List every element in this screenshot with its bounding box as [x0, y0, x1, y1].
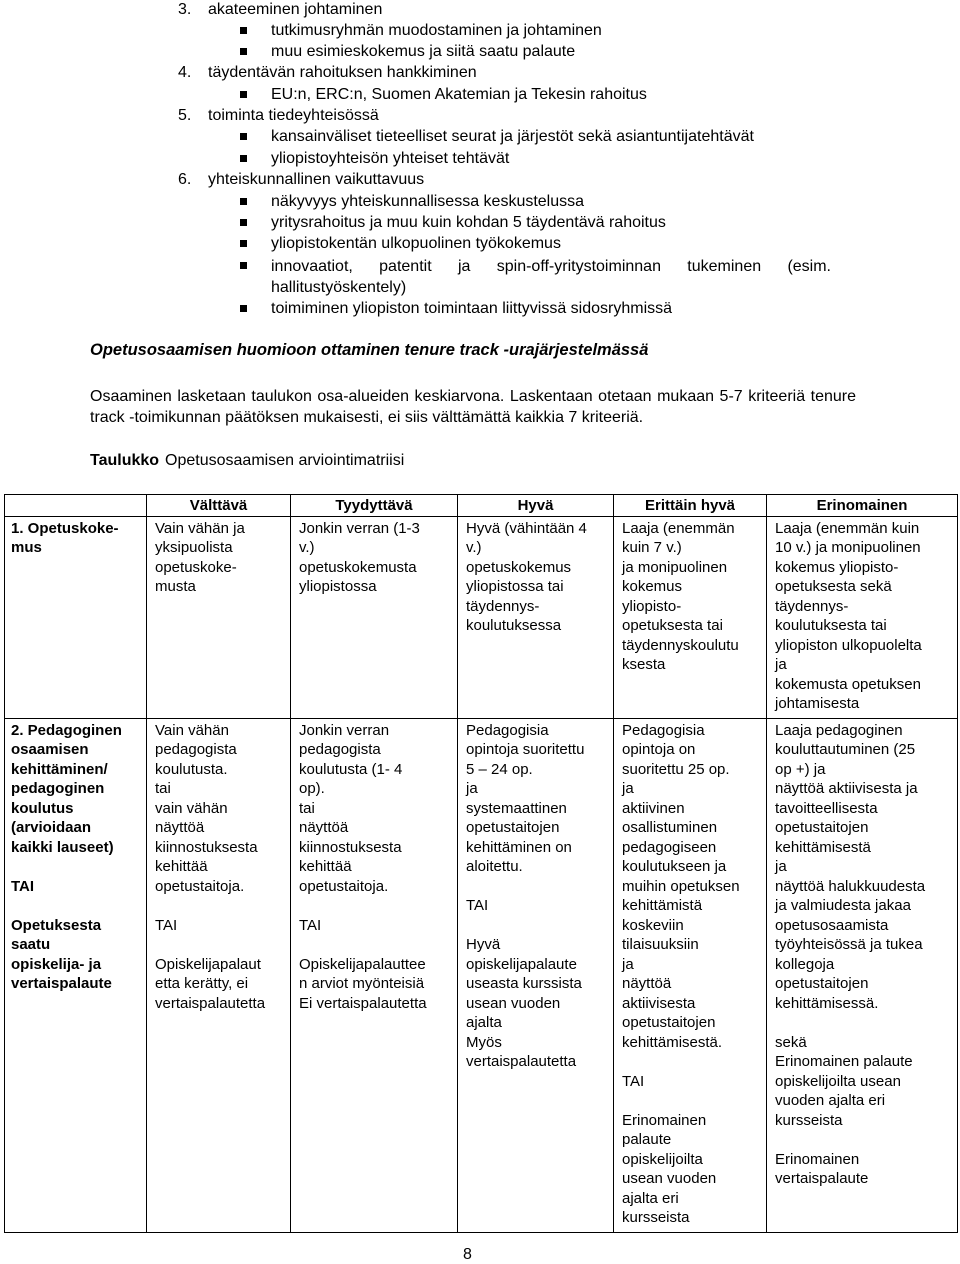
- cell-line: osaamisen: [11, 741, 89, 758]
- cell-line: usean vuoden: [622, 1170, 717, 1187]
- cell-line: koulutus: [11, 799, 74, 817]
- cell-line: [466, 877, 605, 897]
- cell-line: useasta kurssista: [466, 975, 582, 992]
- cell-line: kursseista: [622, 1209, 690, 1226]
- cell-line: musta: [155, 578, 196, 595]
- bullet-square-icon: [240, 198, 247, 205]
- cell-line: ajalta eri: [622, 1189, 679, 1207]
- cell-line: kehittää: [299, 858, 352, 875]
- cell-line: opintoja on: [622, 741, 696, 758]
- cell-line: opetuksesta sekä: [775, 578, 892, 595]
- cell-line: vuoden ajalta eri: [775, 1092, 886, 1109]
- table-row: [5, 516, 958, 718]
- cell-line: koskeviin: [622, 916, 684, 934]
- page-number: 8: [463, 1246, 472, 1263]
- cell-line: pedagoginen: [11, 780, 105, 797]
- cell-line: Opetuksesta: [11, 916, 102, 934]
- cell-line: ja: [775, 858, 787, 875]
- cell-line: 10 v.) ja monipuolinen: [775, 539, 921, 556]
- table-cell: [614, 516, 767, 718]
- cell-line: [11, 857, 138, 877]
- cell-line: kehittäminen on: [466, 838, 572, 856]
- cell-line: Jonkin verran: [299, 721, 390, 739]
- table-cell: [147, 718, 291, 1232]
- table-cell: [767, 718, 958, 1232]
- cell-line: v.): [299, 539, 315, 556]
- cell-line: usean vuoden: [466, 994, 561, 1012]
- header-cell: Erittäin hyvä: [614, 495, 767, 517]
- cell-line: v.): [466, 539, 482, 556]
- cell-line: ja: [775, 656, 787, 673]
- cell-line: 2. Pedagoginen: [11, 721, 122, 739]
- cell-line: ja: [622, 780, 634, 797]
- cell-line: kehittämisestä: [775, 838, 871, 856]
- cell-line: opiskelijoilta: [622, 1150, 703, 1168]
- cell-line: kouluttautuminen (25: [775, 741, 916, 758]
- cell-line: opetustaitojen: [775, 819, 869, 836]
- cell-line: Hyvä (vähintään 4: [466, 519, 587, 537]
- cell-line: n arviot myönteisiä: [299, 975, 425, 992]
- cell-line: Laaja (enemmän: [622, 519, 735, 537]
- cell-line: aloitettu.: [466, 858, 523, 875]
- cell-line: Opiskelijapalaut: [155, 955, 261, 973]
- cell-line: opiskelijapalaute: [466, 955, 577, 973]
- table-caption-label: Taulukko: [90, 452, 160, 469]
- cell-line: kokemusta opetuksen: [775, 675, 921, 693]
- cell-line: [299, 896, 449, 916]
- cell-line: ksesta: [622, 656, 666, 673]
- bullet-text: muu esimieskokemus ja siitä saatu palaute: [271, 43, 576, 60]
- cell-line: ajalta: [466, 1014, 502, 1031]
- cell-line: vertaispalautetta: [466, 1053, 577, 1070]
- table-cell: [614, 718, 767, 1232]
- cell-line: kursseista: [775, 1111, 843, 1129]
- cell-line: Vain vähän ja: [155, 519, 245, 537]
- cell-line: Opiskelijapalauttee: [299, 955, 426, 973]
- bullet-text: tutkimusryhmän muodostaminen ja johtaminen: [271, 22, 602, 39]
- cell-line: Erinomainen palaute: [775, 1053, 913, 1070]
- cell-line: TAI: [622, 1072, 645, 1090]
- cell-line: Jonkin verran (1-3: [299, 519, 420, 537]
- cell-line: tilaisuuksiin: [622, 936, 699, 953]
- cell-line: koulutuksessa: [466, 617, 562, 634]
- cell-line: opetustaitojen: [466, 819, 560, 836]
- row-header-cell: [5, 516, 147, 718]
- cell-line: [775, 1130, 949, 1150]
- table-cell: [291, 516, 458, 718]
- cell-line: Erinomainen: [622, 1111, 707, 1129]
- cell-line: kiinnostuksesta: [299, 838, 402, 856]
- list-item-3: [178, 0, 382, 20]
- cell-line: tai: [299, 799, 315, 817]
- cell-line: pedagogista: [155, 741, 237, 758]
- header-cell: Erinomainen: [767, 495, 958, 517]
- cell-line: suoritettu 25 op.: [622, 760, 730, 778]
- cell-line: ja monipuolinen: [622, 558, 728, 576]
- cell-line: [466, 916, 605, 936]
- cell-line: kokemus yliopisto-: [775, 558, 899, 576]
- table-row: [5, 718, 958, 1232]
- cell-line: opetusosaamista: [775, 916, 889, 934]
- cell-line: 1. Opetuskoke-: [11, 519, 119, 537]
- section-heading: Opetusosaamisen huomioon ottaminen tenure track -urajärjestelmässä: [90, 341, 649, 359]
- bullet-text: EU:n, ERC:n, Suomen Akatemian ja Tekesin rahoitus: [271, 86, 647, 103]
- cell-line: näyttöä aktiivisesta ja: [775, 780, 918, 797]
- cell-line: tai: [155, 780, 171, 797]
- cell-line: mus: [11, 539, 42, 556]
- cell-line: vain vähän: [155, 799, 228, 817]
- cell-line: aktiivisesta: [622, 994, 696, 1012]
- cell-line: työyhteisössä ja tukea: [775, 936, 923, 953]
- bullet-text: yliopistoyhteisön yhteiset tehtävät: [271, 150, 510, 167]
- table-caption-text: Opetusosaamisen arviointimatriisi: [165, 452, 405, 469]
- table-header-row: [5, 495, 958, 517]
- cell-line: Hyvä: [466, 936, 501, 953]
- cell-line: ja: [622, 955, 634, 973]
- bullet-text: yritysrahoitus ja muu kuin kohdan 5 täydentävä rahoitus: [271, 214, 666, 231]
- cell-line: Pedagogisia: [466, 721, 549, 739]
- cell-line: yksipuolista: [155, 539, 233, 556]
- table-cell: [767, 516, 958, 718]
- cell-line: pedagogiseen: [622, 838, 717, 856]
- bullet-square-icon: [240, 219, 247, 226]
- cell-line: opetustaitojen: [775, 975, 869, 992]
- cell-line: Myös: [466, 1033, 502, 1051]
- cell-line: ja: [466, 780, 478, 797]
- bullet-square-icon: [240, 91, 247, 98]
- cell-line: [622, 1091, 758, 1111]
- cell-line: vertaispalaute: [775, 1170, 869, 1187]
- cell-line: koulutusta.: [155, 760, 228, 778]
- cell-line: [11, 896, 138, 916]
- cell-line: op).: [299, 780, 325, 797]
- cell-line: koulutusta (1- 4: [299, 760, 403, 778]
- cell-line: kokemus: [622, 578, 683, 595]
- bullet-square-icon: [240, 305, 247, 312]
- cell-line: [155, 896, 282, 916]
- cell-line: opetustaitoja.: [155, 877, 245, 895]
- cell-line: johtamisesta: [775, 695, 860, 712]
- cell-line: saatu: [11, 936, 51, 953]
- cell-line: TAI: [155, 916, 178, 934]
- header-cell: Välttävä: [147, 495, 291, 517]
- list-item-6: [178, 170, 424, 190]
- list-number: 4.: [178, 64, 192, 81]
- cell-line: yliopisto-: [622, 597, 682, 615]
- cell-line: TAI: [299, 916, 322, 934]
- cell-line: yliopistossa tai: [466, 578, 564, 595]
- cell-line: TAI: [466, 897, 489, 914]
- list-item-4: [178, 63, 477, 83]
- list-label: toiminta tiedeyhteisössä: [208, 107, 379, 124]
- bullet-square-icon: [240, 48, 247, 55]
- cell-line: kaikki lauseet): [11, 838, 114, 856]
- table-cell: [147, 516, 291, 718]
- cell-line: sekä: [775, 1033, 807, 1051]
- bullet-square-icon: [240, 155, 247, 162]
- cell-line: Pedagogisia: [622, 721, 705, 739]
- row-header-cell: [5, 718, 147, 1232]
- header-cell: Hyvä: [458, 495, 614, 517]
- cell-line: op +) ja: [775, 760, 826, 778]
- list-number: 5.: [178, 107, 192, 124]
- header-cell: Tyydyttävä: [291, 495, 458, 517]
- cell-line: täydennys-: [775, 597, 849, 615]
- cell-line: Ei vertaispalautetta: [299, 994, 427, 1012]
- bullet-text: kansainväliset tieteelliset seurat ja järjestöt sekä asiantuntijatehtävät: [271, 128, 754, 145]
- cell-line: näyttöä halukkuudesta: [775, 877, 926, 895]
- cell-line: Laaja (enemmän kuin: [775, 519, 920, 537]
- bullet-square-icon: [240, 240, 247, 247]
- cell-line: (arvioidaan: [11, 819, 92, 836]
- cell-line: osallistuminen: [622, 819, 718, 836]
- cell-line: opintoja suoritettu: [466, 741, 585, 758]
- table-cell: [291, 718, 458, 1232]
- bullet-square-icon: [240, 262, 247, 269]
- cell-line: täydennys-: [466, 597, 540, 615]
- list-label: akateeminen johtaminen: [208, 1, 383, 18]
- cell-line: Erinomainen: [775, 1150, 860, 1168]
- cell-line: kuin 7 v.): [622, 539, 682, 556]
- cell-line: systemaattinen: [466, 799, 567, 817]
- table-cell: [458, 718, 614, 1232]
- cell-line: kehittämisessä.: [775, 994, 879, 1012]
- cell-line: tavoitteellisesta: [775, 799, 878, 817]
- bullet-text: näkyvyys yhteiskunnallisessa keskustelussa: [271, 193, 585, 210]
- list-number: 3.: [178, 1, 192, 18]
- cell-line: näyttöä: [299, 819, 349, 836]
- cell-line: opiskelijoilta usean: [775, 1072, 901, 1090]
- bullet-square-icon: [240, 133, 247, 140]
- list-number: 6.: [178, 171, 192, 188]
- cell-line: ja valmiudesta jakaa: [775, 897, 911, 914]
- cell-line: yliopistossa: [299, 578, 377, 595]
- cell-line: opetustaitojen: [622, 1014, 716, 1031]
- cell-line: opetuskokemusta: [299, 558, 417, 576]
- assessment-matrix-table: [4, 494, 958, 1233]
- cell-line: [775, 1013, 949, 1033]
- cell-line: muihin opetuksen: [622, 877, 740, 895]
- cell-line: opiskelija- ja: [11, 955, 102, 973]
- cell-line: palaute: [622, 1131, 672, 1148]
- cell-line: pedagogista: [299, 741, 381, 758]
- cell-line: näyttöä: [622, 975, 672, 992]
- cell-line: 5 – 24 op.: [466, 760, 533, 778]
- cell-line: vertaispalautetta: [155, 994, 266, 1012]
- cell-line: Laaja pedagoginen: [775, 721, 903, 739]
- bullet-square-icon: [240, 27, 247, 34]
- cell-line: yliopiston ulkopuolelta: [775, 636, 922, 654]
- cell-line: etta kerätty, ei: [155, 975, 249, 992]
- bullet-text: innovaatiot, patentit ja spin-off-yritystoiminnan tukeminen (esim. hallitustyöskentely): [271, 258, 831, 296]
- cell-line: opetuksesta tai: [622, 617, 723, 634]
- cell-line: Vain vähän: [155, 721, 229, 739]
- list-item-5: [178, 106, 379, 126]
- cell-line: [299, 935, 449, 955]
- cell-line: vertaispalaute: [11, 975, 112, 992]
- body-paragraph: Osaaminen lasketaan taulukon osa-alueiden keskiarvona. Laskentaan otetaan mukaan 5-7 kriteeriä tenure track -toimikunnan päätöksen mukaisesti, ei siis välttämättä kaikkia 7 kriteeriä.: [90, 388, 856, 426]
- cell-line: kiinnostuksesta: [155, 838, 258, 856]
- cell-line: kehittämisestä.: [622, 1033, 723, 1051]
- table-cell: [458, 516, 614, 718]
- cell-line: aktiivinen: [622, 799, 685, 817]
- cell-line: opetuskokemus: [466, 558, 572, 576]
- table-caption: [90, 452, 404, 470]
- cell-line: kehittäminen/: [11, 760, 108, 778]
- list-label: yhteiskunnallinen vaikuttavuus: [208, 171, 425, 188]
- list-label: täydentävän rahoituksen hankkiminen: [208, 64, 477, 81]
- cell-line: [155, 935, 282, 955]
- cell-line: koulutukseen ja: [622, 858, 727, 875]
- cell-line: opetuskoke-: [155, 558, 237, 576]
- cell-line: näyttöä: [155, 819, 205, 836]
- cell-line: koulutuksesta tai: [775, 617, 887, 634]
- cell-line: kehittää: [155, 858, 208, 875]
- cell-line: [622, 1052, 758, 1072]
- cell-line: kollegoja: [775, 955, 835, 973]
- bullet-text: yliopistokentän ulkopuolinen työkokemus: [271, 235, 561, 252]
- cell-line: opetustaitoja.: [299, 877, 389, 895]
- header-cell: [5, 495, 147, 517]
- cell-line: täydennyskoulutu: [622, 636, 739, 654]
- cell-line: TAI: [11, 877, 35, 895]
- bullet-text: toimiminen yliopiston toimintaan liittyvissä sidosryhmissä: [271, 300, 673, 317]
- cell-line: kehittämistä: [622, 897, 703, 914]
